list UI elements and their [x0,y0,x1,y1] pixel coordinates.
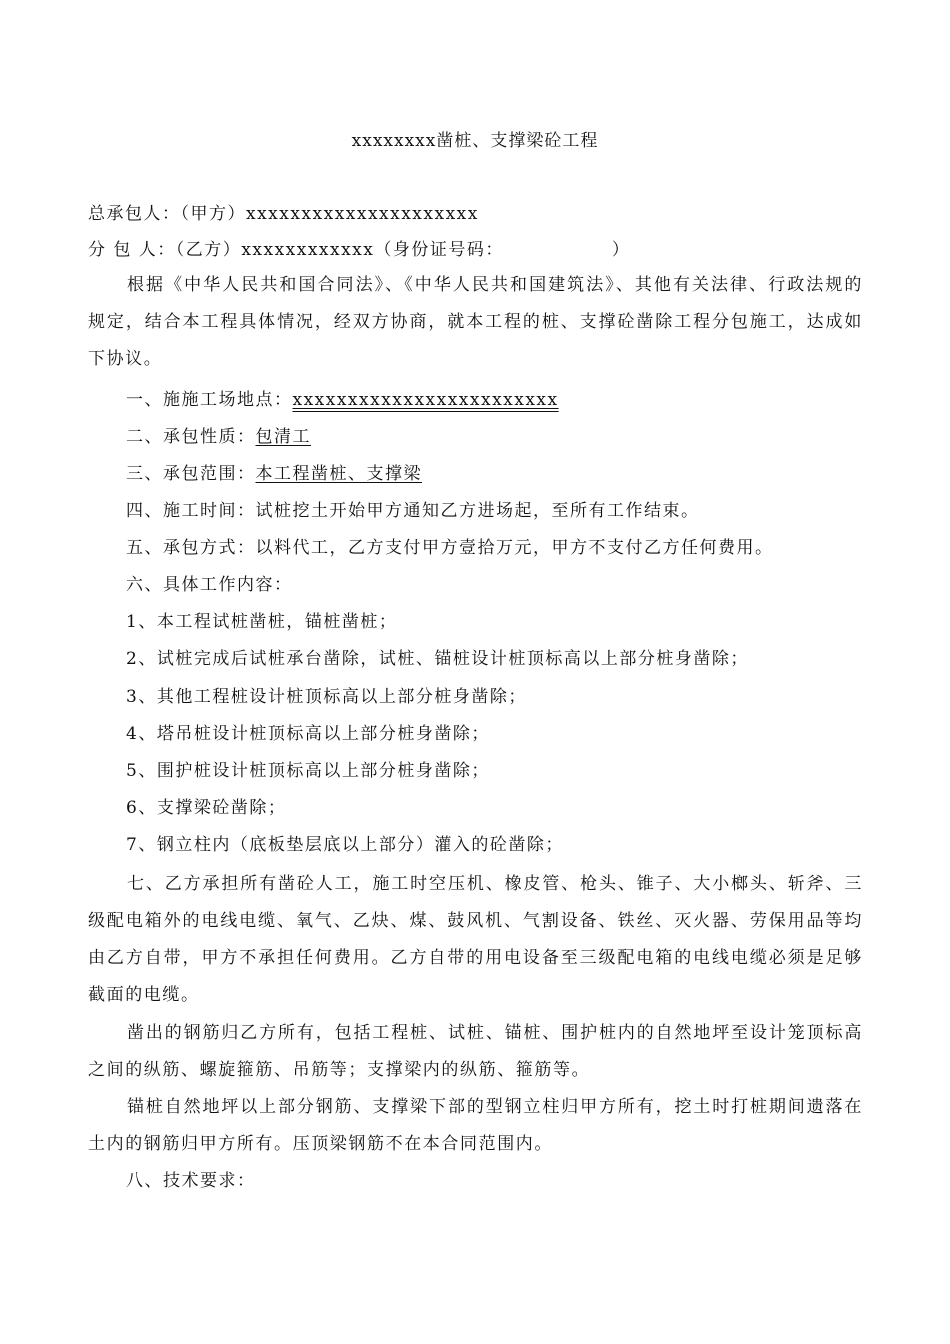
party-a-label: 总承包人：（甲方） [88,204,246,224]
work-item: 4、塔吊桩设计桩顶标高以上部分桩身凿除； [126,724,490,744]
item-time: 四、施工时间：试桩挖土开始甲方通知乙方进场起，至所有工作结束。 [126,501,700,521]
paragraph-rebar-b: 凿出的钢筋归乙方所有，包括工程桩、试桩、锚桩、围护桩内的自然地坪至设计笼顶标高之间的纵筋、螺旋箍筋、吊筋等；支撑梁内的纵筋、箍筋等。 [88,1023,863,1080]
party-b-line [88,239,630,261]
item-scope [126,463,422,485]
party-b-value: xxxxxxxxxxxx [241,240,375,260]
party-b-id-close: ） [611,240,631,260]
item-nature [126,426,311,448]
work-item: 7、钢立柱内（底板垫层底以上部分）灌入的砼凿除； [126,835,564,855]
document-title: xxxxxxxx凿桩、支撑梁砼工程 [351,131,599,151]
item-site-label: 一、施施工场地点： [126,390,293,410]
party-b-label: 分 包 人：（乙方） [88,240,242,260]
item-nature-label: 二、承包性质： [126,427,256,447]
item-scope-label: 三、承包范围： [126,464,256,484]
work-item: 6、支撑梁砼凿除； [126,798,287,818]
party-a-value: xxxxxxxxxxxxxxxxxxxxx [246,204,479,224]
work-item: 2、试桩完成后试桩承台凿除，试桩、锚桩设计桩顶标高以上部分桩身凿除； [126,649,749,669]
paragraph-seven: 七、乙方承担所有凿砼人工，施工时空压机、橡皮管、枪头、锥子、大小榔头、斩斧、三级配电箱外的电线电缆、氧气、乙炔、煤、鼓风机、气割设备、铁丝、灭火器、劳保用品等均由乙方自带，甲方不承担任何费用。乙方自带的用电设备至三级配电箱的电线电缆必须是足够截面的电缆。 [88,874,863,1005]
party-b-id-label: （身份证号码： [374,240,504,260]
item-method: 五、承包方式：以料代工，乙方支付甲方壹拾万元，甲方不支付乙方任何费用。 [126,538,774,558]
work-item: 3、其他工程桩设计桩顶标高以上部分桩身凿除； [126,687,527,707]
party-a-line [88,203,479,225]
preamble-paragraph: 根据《中华人民共和国合同法》、《中华人民共和国建筑法》、其他有关法律、行政法规的规定，结合本工程具体情况，经双方协商，就本工程的桩、支撑砼凿除工程分包施工，达成如下协议。 [88,275,863,369]
item-site [126,389,559,411]
work-item: 5、围护桩设计桩顶标高以上部分桩身凿除； [126,761,490,781]
paragraph-rebar-a: 锚桩自然地坪以上部分钢筋、支撑梁下部的型钢立柱归甲方所有，挖土时打桩期间遗落在土内的钢筋归甲方所有。压顶梁钢筋不在本合同范围内。 [88,1097,863,1154]
item-content-heading: 六、具体工作内容： [126,575,293,595]
tech-heading: 八、技术要求： [126,1171,256,1191]
item-nature-value: 包清工 [255,427,311,447]
work-item: 1、本工程试桩凿桩，锚桩凿桩； [126,612,398,632]
item-scope-value: 本工程凿桩、支撑梁 [255,464,422,484]
item-site-value: xxxxxxxxxxxxxxxxxxxxxxxx [292,390,559,410]
